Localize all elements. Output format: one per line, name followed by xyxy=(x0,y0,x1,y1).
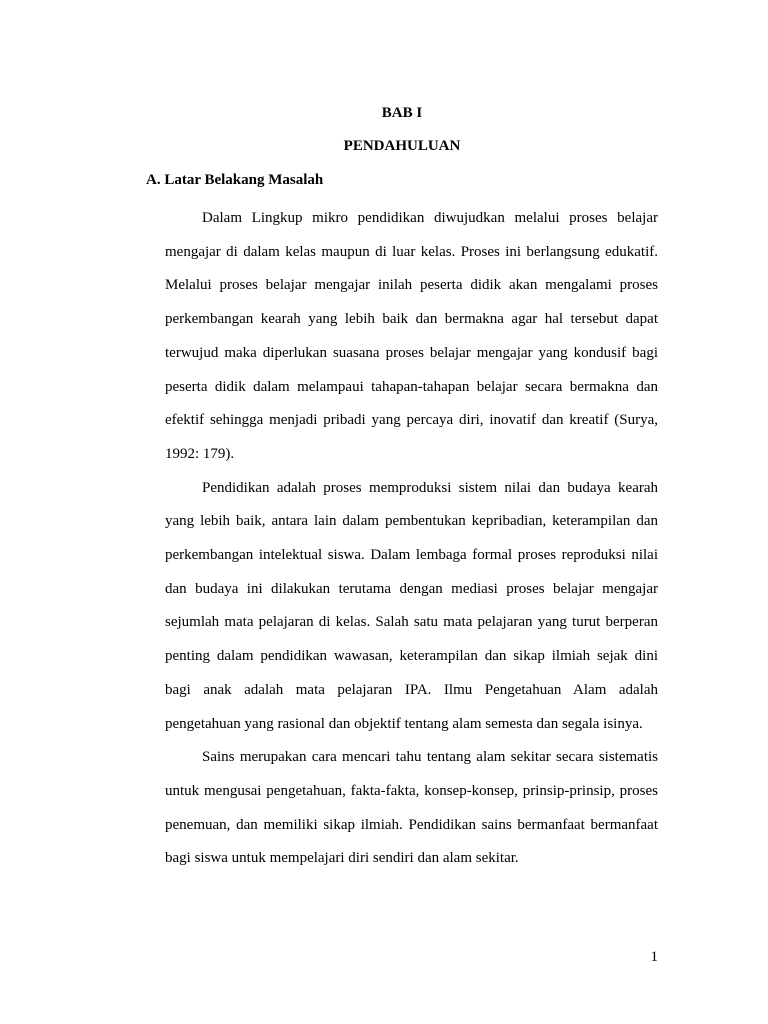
paragraph-3: Sains merupakan cara mencari tahu tentang alam sekitar secara sistematis untuk mengusai pengetahuan, fakta-fakta, konsep-konsep, prinsip-prinsip, proses penemuan, dan memiliki sikap ilmiah. Pendidikan sains bermanfaat bermanfaat bagi siswa untuk mempelajari diri sendiri dan alam sekitar. xyxy=(165,749,658,867)
body-text xyxy=(165,202,658,876)
chapter-title: PENDAHULUAN xyxy=(343,138,461,154)
page-number: 1 xyxy=(650,949,658,965)
chapter-label: BAB I xyxy=(381,105,423,121)
paragraph-2: Pendidikan adalah proses memproduksi sistem nilai dan budaya kearah yang lebih baik, antara lain dalam pembentukan kepribadian, keterampilan dan perkembangan intelektual siswa. Dalam lembaga formal proses reproduksi nilai dan budaya ini dilakukan terutama dengan mediasi proses belajar mengajar sejumlah mata pelajaran di kelas. Salah satu mata pelajaran yang turut berperan penting dalam pendidikan wawasan, keterampilan dan sikap ilmiah sejak dini bagi anak adalah mata pelajaran IPA. Ilmu Pengetahuan Alam adalah pengetahuan yang rasional dan objektif tentang alam semesta dan segala isinya. xyxy=(165,479,658,732)
paragraph-1: Dalam Lingkup mikro pendidikan diwujudkan melalui proses belajar mengajar di dalam kelas maupun di luar kelas. Proses ini berlangsung edukatif. Melalui proses belajar mengajar inilah peserta didik akan mengalami proses perkembangan kearah yang lebih baik dan bermakna agar hal tersebut dapat terwujud maka diperlukan suasana proses belajar mengajar yang kondusif bagi peserta didik dalam melampaui tahapan-tahapan belajar secara bermakna dan efektif sehingga menjadi pribadi yang percaya diri, inovatif dan kreatif (Surya, 1992: 179). xyxy=(165,210,658,462)
section-heading: A. Latar Belakang Masalah xyxy=(146,172,324,188)
